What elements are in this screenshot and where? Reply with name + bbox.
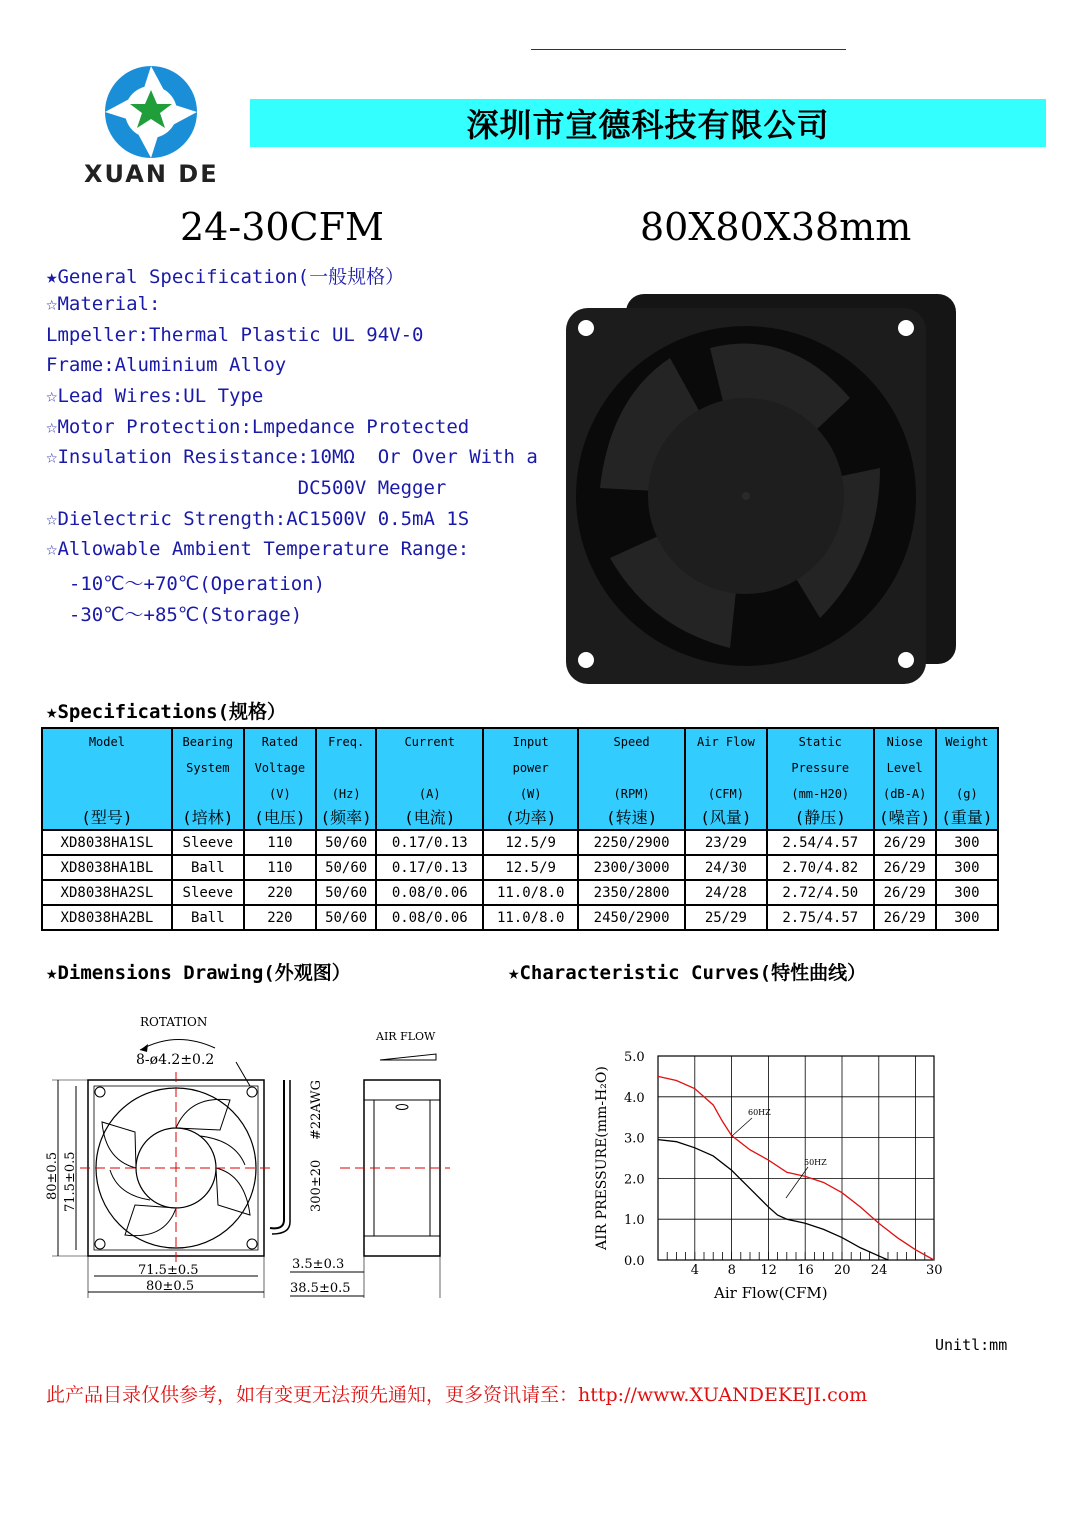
- table-header-cell: [244, 728, 316, 830]
- table-cell: 2.75/4.57: [767, 905, 874, 930]
- y-tick-label: 0.0: [624, 1254, 645, 1269]
- table-cell: 26/29: [874, 905, 936, 930]
- header-en: Speed (RPM): [613, 735, 650, 801]
- curves-title: ★Characteristic Curves(特性曲线）: [508, 962, 867, 984]
- table-cell: 12.5/9: [483, 830, 578, 855]
- table-header-cell: [172, 728, 244, 830]
- table-row: [42, 830, 998, 855]
- table-header-cell: [874, 728, 936, 830]
- table-cell: 26/29: [874, 830, 936, 855]
- spec-line: ☆Lead Wires:UL Type: [46, 385, 264, 407]
- table-cell: 0.08/0.06: [376, 905, 483, 930]
- series-line-60hz: [658, 1076, 934, 1260]
- series-line-50hz: [658, 1140, 888, 1260]
- table-cell: 300: [936, 880, 998, 905]
- table-header-cell: [767, 728, 874, 830]
- spec-line: ☆Motor Protection:Lmpedance Protected: [46, 416, 470, 438]
- fan-product-image: [560, 288, 960, 688]
- table-cell: 2450/2900: [578, 905, 685, 930]
- y-tick-label: 5.0: [624, 1050, 645, 1065]
- y-tick-label: 4.0: [624, 1090, 645, 1106]
- dimensions-drawing: [40, 1000, 460, 1310]
- table-cell: Ball: [172, 855, 244, 880]
- spec-line: ☆Allowable Ambient Temperature Range:: [46, 538, 470, 560]
- characteristic-curve-chart: [590, 1040, 950, 1310]
- table-cell: 220: [244, 905, 316, 930]
- table-cell: 110: [244, 855, 316, 880]
- table-header-cell: [685, 728, 767, 830]
- header-cn: (风量): [700, 808, 752, 827]
- xuande-logo-icon: [96, 64, 206, 160]
- header-cn: (噪音): [879, 808, 931, 827]
- table-cell: 2.70/4.82: [767, 855, 874, 880]
- series-label-50hz: 50HZ: [804, 1158, 827, 1167]
- spec-line: DC500V Megger: [46, 477, 447, 499]
- table-cell: 25/29: [685, 905, 767, 930]
- table-cell: 0.17/0.13: [376, 830, 483, 855]
- x-tick-label: 12: [760, 1263, 777, 1278]
- y-tick-label: 1.0: [624, 1213, 645, 1229]
- table-row: [42, 880, 998, 905]
- table-cell: 26/29: [874, 880, 936, 905]
- spec-line: -30℃～+85℃(Storage): [46, 604, 303, 626]
- x-axis-label: Air Flow(CFM): [714, 1284, 828, 1302]
- plot-area: [658, 1056, 934, 1260]
- company-banner: 深圳市宣德科技有限公司: [250, 99, 1046, 147]
- x-tick-label: 30: [926, 1263, 943, 1278]
- specifications-table: [41, 727, 999, 931]
- header-en: Freq. (Hz): [328, 735, 365, 801]
- table-cell: 50/60: [316, 855, 377, 880]
- table-header-cell: [42, 728, 172, 830]
- width-inner-label: 71.5±0.5: [138, 1263, 199, 1278]
- general-spec-title: ★General Specification(一般规格）: [46, 266, 405, 288]
- table-cell: XD8038HA1BL: [42, 855, 172, 880]
- header-cn: (型号): [81, 808, 133, 827]
- header-en: Input power (W): [512, 735, 549, 801]
- table-cell: XD8038HA2SL: [42, 880, 172, 905]
- table-cell: 110: [244, 830, 316, 855]
- table-cell: 0.08/0.06: [376, 880, 483, 905]
- header-en: Static Pressure (mm-H20): [791, 735, 850, 801]
- unit-note: Unitl:mm: [935, 1336, 1008, 1354]
- table-header-cell: [316, 728, 377, 830]
- table-cell: Sleeve: [172, 880, 244, 905]
- x-tick-label: 16: [797, 1263, 814, 1278]
- table-row: [42, 855, 998, 880]
- table-cell: 50/60: [316, 905, 377, 930]
- x-tick-label: 8: [727, 1263, 736, 1278]
- table-cell: Sleeve: [172, 830, 244, 855]
- header-en: Niose Level (dB-A): [882, 735, 927, 801]
- table-cell: 2250/2900: [578, 830, 685, 855]
- header-cn: (功率): [505, 808, 557, 827]
- table-cell: XD8038HA2BL: [42, 905, 172, 930]
- table-cell: 24/28: [685, 880, 767, 905]
- x-tick-label: 4: [690, 1263, 700, 1278]
- table-cell: 0.17/0.13: [376, 855, 483, 880]
- table-cell: 11.0/8.0: [483, 905, 578, 930]
- width-outer-label: 80±0.5: [146, 1279, 195, 1294]
- airflow-label: AIR FLOW: [376, 1030, 436, 1043]
- y-tick-label: 3.0: [624, 1131, 645, 1147]
- table-cell: 300: [936, 855, 998, 880]
- depth-label: 38.5±0.5: [290, 1281, 351, 1296]
- header-cn: (电压): [254, 808, 306, 827]
- spec-line: ☆Dielectric Strength:AC1500V 0.5mA 1S: [46, 508, 470, 530]
- header-cn: (静压): [794, 808, 846, 827]
- airflow-title: 24-30CFM: [180, 205, 384, 249]
- table-cell: 11.0/8.0: [483, 880, 578, 905]
- footer-note: 此产品目录仅供参考，如有变更无法预先通知，更多资讯请至：http://www.XUANDEKEJI.com: [46, 1384, 868, 1406]
- flange-label: 3.5±0.3: [292, 1257, 345, 1272]
- header-cn: (培林): [182, 808, 234, 827]
- table-cell: 2.72/4.50: [767, 880, 874, 905]
- spec-line: ☆Material:: [46, 293, 161, 315]
- lead-length-label: 300±20: [309, 1159, 324, 1212]
- header-en: Bearing System: [182, 735, 234, 775]
- table-cell: 26/29: [874, 855, 936, 880]
- header-en: Air Flow (CFM): [697, 735, 755, 801]
- y-tick-label: 2.0: [624, 1172, 645, 1188]
- awg-label: #22AWG: [309, 1079, 324, 1140]
- table-cell: 300: [936, 830, 998, 855]
- header-en: Model: [88, 735, 125, 749]
- top-rule: [531, 49, 846, 50]
- x-tick-label: 20: [834, 1263, 851, 1278]
- table-cell: 2350/2800: [578, 880, 685, 905]
- table-cell: XD8038HA1SL: [42, 830, 172, 855]
- height-outer-label: 80±0.5: [45, 1151, 60, 1200]
- specifications-title: ★Specifications(规格）: [46, 701, 287, 723]
- table-cell: 300: [936, 905, 998, 930]
- spec-line: -10℃～+70℃(Operation): [46, 573, 326, 595]
- table-header-cell: [578, 728, 685, 830]
- header-cn: (转速): [605, 808, 658, 827]
- table-cell: 23/29: [685, 830, 767, 855]
- table-cell: 12.5/9: [483, 855, 578, 880]
- dimensions-title: ★Dimensions Drawing(外观图）: [46, 962, 351, 984]
- spec-line: Frame:Aluminium Alloy: [46, 354, 287, 376]
- series-label-60hz: 60HZ: [748, 1108, 771, 1117]
- table-cell: 220: [244, 880, 316, 905]
- holes-label: 8-ø4.2±0.2: [136, 1052, 215, 1068]
- logo-text: XUAN DE: [84, 160, 219, 188]
- table-header-cell: [936, 728, 998, 830]
- table-header-cell: [376, 728, 483, 830]
- table-cell: 2.54/4.57: [767, 830, 874, 855]
- spec-line: Lmpeller:Thermal Plastic UL 94V-0: [46, 324, 424, 346]
- table-header-cell: [483, 728, 578, 830]
- table-cell: 24/30: [685, 855, 767, 880]
- header-cn: (重量): [941, 808, 993, 827]
- size-title: 80X80X38mm: [640, 205, 912, 249]
- spec-line: ☆Insulation Resistance:10MΩ Or Over With a: [46, 446, 538, 468]
- rotation-label: ROTATION: [140, 1015, 208, 1029]
- header-en: Current (A): [404, 735, 456, 801]
- table-cell: 50/60: [316, 830, 377, 855]
- table-cell: 2300/3000: [578, 855, 685, 880]
- y-axis-label: AIR PRESSURE(mm-H₂O): [594, 1066, 610, 1250]
- table-row: [42, 905, 998, 930]
- header-en: Weight (g): [945, 735, 989, 801]
- height-inner-label: 71.5±0.5: [63, 1151, 78, 1212]
- header-cn: (电流): [404, 808, 456, 827]
- table-cell: Ball: [172, 905, 244, 930]
- x-tick-label: 24: [870, 1263, 888, 1278]
- header-en: Rated Voltage (V): [254, 735, 306, 801]
- table-cell: 50/60: [316, 880, 377, 905]
- header-cn: (频率): [320, 808, 372, 827]
